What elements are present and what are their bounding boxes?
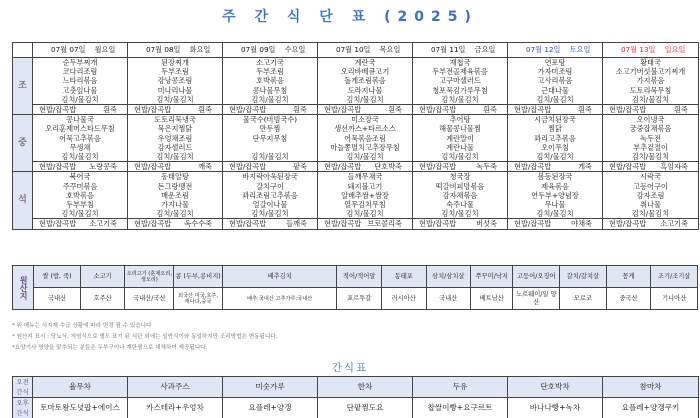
rice-cell: [128, 105, 223, 115]
menu-dish: 동태알탕: [128, 172, 223, 182]
note-line: * 위 메뉴는 식자재 수급 상황에 따라 변경 될 수 있습니다: [12, 323, 152, 329]
menu-dish: 바지락아욱된장국: [223, 172, 318, 182]
day-weekday: 일요일: [664, 45, 686, 55]
menu-dish: 매운조림: [128, 191, 223, 200]
menu-dish: 근대나물: [508, 86, 603, 95]
day-header: [603, 43, 699, 58]
menu-dish: 김치/물김치: [33, 152, 128, 162]
menu-dish: 고등어구이: [603, 182, 699, 191]
snack-pm-label: 오후 간식: [13, 398, 33, 418]
origin-country: 노르웨이/일 양산: [513, 288, 560, 310]
menu-dish: 콩나물무침: [223, 86, 318, 95]
porridge-option: 흰죽: [578, 105, 592, 115]
origin-country: 러시아산: [381, 288, 426, 310]
page-title: 주 간 식 단 표 (2025): [222, 9, 478, 25]
menu-dish: 계란나물: [413, 143, 508, 152]
menu-dish: 김치/물김치: [33, 95, 128, 105]
menu-dish: 마늘쫑멸치고추장무침: [318, 143, 413, 152]
menu-dish: 시금치된장국: [508, 115, 603, 125]
rice-option: 현밥/잡곡밥: [609, 219, 647, 229]
rice-cell: [603, 219, 699, 229]
menu-dish: 추어탕: [413, 115, 508, 125]
porridge-option: 흰죽: [388, 105, 402, 115]
snack-am-item: 사과주스: [128, 377, 223, 398]
day-date: 07월 09일: [241, 45, 276, 55]
porridge-option: 흑임자죽: [660, 162, 688, 172]
day-spacer: [465, 45, 474, 54]
day-weekday: 수요일: [284, 45, 306, 55]
day-spacer: [85, 45, 94, 54]
menu-dish: 김치/물김치: [128, 95, 223, 105]
porridge-option: 버섯죽: [476, 219, 497, 229]
menu-dish: 도라지나물: [318, 86, 413, 95]
rice-cell-inner: [33, 105, 127, 114]
day-spacer: [560, 45, 569, 54]
rice-option: 현밥/잡곡밥: [324, 105, 362, 115]
menu-dish: 계란말이: [413, 134, 508, 143]
snack-pm-item: 요플레+양갱쿠키: [603, 398, 699, 418]
menu-dish: 김치/물김치: [318, 95, 413, 105]
snack-pm-item: 바나나빵+녹차: [508, 398, 603, 418]
menu-dish: 청국장: [413, 172, 508, 182]
menu-dish: 청포묵김가루무침: [413, 86, 508, 95]
menu-dish: 두부부침: [33, 200, 128, 209]
dish-row: [13, 124, 699, 133]
menu-dish: 김치/물김치: [318, 152, 413, 162]
menu-dish: 김치/물김치: [413, 152, 508, 162]
menu-dish: 소고기버섯불고기찌개: [603, 67, 699, 76]
menu-dish: 미나리나물: [128, 86, 223, 95]
day-header: [318, 43, 413, 58]
rice-cell: [33, 105, 128, 115]
rice-cell-inner: [33, 219, 127, 228]
origin-country: 호주산: [80, 288, 125, 310]
rice-option: 현밥/잡곡밥: [39, 219, 77, 229]
menu-dish: 오이냉국: [603, 115, 699, 125]
menu-dish: 단무지무침: [223, 134, 318, 143]
menu-dish: 얼갈이나물: [223, 200, 318, 209]
snack-pm-item: 요플레+양갱: [223, 398, 318, 418]
day-header: [413, 43, 508, 58]
menu-dish: 제육볶음: [508, 182, 603, 191]
porridge-option: 브로콜리죽: [367, 219, 402, 229]
notes: [12, 321, 698, 354]
menu-dish: 김치/물김치: [508, 152, 603, 162]
origin-item: 동태포: [381, 266, 426, 288]
rice-cell-inner: [508, 219, 602, 228]
rice-cell: [33, 162, 128, 172]
porridge-option: 흰죽: [198, 105, 212, 115]
rice-cell-inner: [223, 219, 317, 228]
rice-option: 현밥/잡곡밥: [514, 105, 552, 115]
rice-cell-inner: [603, 162, 698, 171]
rice-option: 현밥/잡곡밥: [514, 219, 552, 229]
porridge-option: 단호박죽: [374, 162, 402, 172]
day-header: [128, 43, 223, 58]
porridge-option: 깨죽: [198, 162, 212, 172]
day-weekday: 토요일: [569, 45, 591, 55]
rice-cell: [318, 105, 413, 115]
rice-cell: [128, 219, 223, 229]
menu-dish: 봄동된장국: [508, 172, 603, 182]
menu-dish: 두부조림: [128, 67, 223, 76]
rice-cell-inner: [318, 105, 412, 114]
menu-dish: 갈치구이: [223, 182, 318, 191]
corner-cell: [13, 43, 33, 58]
origin-values-row: [13, 288, 698, 310]
menu-dish: 김치/물김치: [223, 152, 318, 162]
dish-row: [13, 209, 699, 219]
rice-option: 현밥/잡곡밥: [609, 105, 647, 115]
rice-cell: [33, 219, 128, 229]
menu-dish: 호박볶음: [33, 191, 128, 200]
menu-dish: 미소장국: [318, 115, 413, 125]
origin-item: 콩 (두부,콩비지): [174, 266, 223, 288]
menu-dish: 궁중잡채볶음: [603, 124, 699, 133]
menu-dish: 두부조림: [223, 67, 318, 76]
menu-dish: 가지볶음: [603, 76, 699, 85]
snack-title: 간식표: [331, 362, 369, 374]
menu-dish: 코다리조림: [33, 67, 128, 76]
dish-row: [13, 172, 699, 182]
origin-country: 배추:국내산 고추가루:국내산: [222, 288, 337, 310]
porridge-option: 게죽: [578, 162, 592, 172]
menu-dish: 김치/물김치: [508, 209, 603, 219]
snack-pm-item: 토마토왕도넛팝+에이스: [33, 398, 128, 418]
dish-row: [13, 143, 699, 152]
menu-dish: 북어국: [33, 172, 128, 182]
snack-am-item: 율무차: [33, 377, 128, 398]
rice-option: 현밥/잡곡밥: [419, 219, 457, 229]
rice-cell-inner: [318, 219, 412, 228]
dish-row: [13, 115, 699, 125]
menu-dish: 묵은지찜닭: [128, 124, 223, 133]
porridge-option: 흰죽: [674, 105, 688, 115]
snack-pm-row: [13, 398, 699, 418]
menu-dish: 황태국: [603, 58, 699, 68]
dish-row: [13, 191, 699, 200]
origin-item: 꽁게: [606, 266, 651, 288]
day-spacer: [275, 45, 284, 54]
snack-pm-item: 찹쌀이빵+요구르트: [413, 398, 508, 418]
menu-dish: 소고기국: [223, 58, 318, 68]
rice-cell: [413, 162, 508, 172]
menu-dish: 콩나물국: [33, 115, 128, 125]
snack-am-row: [13, 377, 699, 398]
menu-dish: 김치/물김치: [508, 95, 603, 105]
porridge-option: 소고기죽: [660, 219, 688, 229]
rice-cell: [508, 162, 603, 172]
day-weekday: 금요일: [474, 45, 496, 55]
porridge-option: 야채죽: [571, 219, 592, 229]
rice-cell: [508, 105, 603, 115]
menu-dish: 계란국: [318, 58, 413, 68]
day-spacer: [180, 45, 189, 54]
menu-dish: 고춧잎나물: [33, 86, 128, 95]
rice-option: 현밥/잡곡밥: [134, 162, 172, 172]
menu-dish: 고사리볶음: [508, 76, 603, 85]
origin-country: 모로코: [560, 288, 607, 310]
menu-dish: 김치/물김치: [603, 209, 699, 219]
day-date: 07월 13일: [621, 45, 656, 55]
origin-item: 삼치/삼치살: [426, 266, 471, 288]
origin-item: 조기/조기살: [651, 266, 698, 288]
day-weekday: 화요일: [189, 45, 211, 55]
menu-dish: 느타리볶음: [33, 76, 128, 85]
rice-option: 현밥/잡곡밥: [609, 162, 647, 172]
porridge-option: 흰죽: [103, 105, 117, 115]
rice-cell: [223, 219, 318, 229]
rice-option: 현밥/잡곡밥: [514, 162, 552, 172]
menu-dish: 돈그랑땡전: [128, 182, 223, 191]
note-line: *요양기사 영양을 맞추되는 분들은 두부구이나 계란찜으로 대체하여 제공됩니다.: [12, 345, 208, 351]
menu-dish: 꽈리조림고추볶음: [223, 191, 318, 200]
menu-dish: 오리바베큐고기: [318, 67, 413, 76]
menu-dish: 오이무침: [508, 143, 603, 152]
menu-dish: 무나물: [508, 200, 603, 209]
menu-dish: 찜닭: [508, 124, 603, 133]
rice-cell: [223, 105, 318, 115]
rice-option: 현밥/잡곡밥: [419, 162, 457, 172]
dish-row: [13, 67, 699, 76]
rice-cell-inner: [603, 219, 698, 228]
rice-row: [13, 105, 699, 115]
day-weekday: 월요일: [94, 45, 116, 55]
dish-row: [13, 152, 699, 162]
menu-dish: 김치/물김치: [413, 209, 508, 219]
menu-dish: 김치/물김치: [33, 209, 128, 219]
day-header-row: [13, 43, 699, 58]
rice-row: [13, 219, 699, 229]
day-spacer: [655, 45, 664, 54]
dish-row: [13, 95, 699, 105]
menu-dish: 김치/물김치: [128, 152, 223, 162]
day-date: 07월 11일: [431, 45, 466, 55]
snack-am-label: 오전 간식: [13, 377, 33, 398]
snack-am-item: 단호박차: [508, 377, 603, 398]
origin-country: 중국산: [606, 288, 651, 310]
menu-dish: 연두부+양념장: [508, 191, 603, 200]
day-date: 07월 12일: [526, 45, 561, 55]
origin-country: 외국산 미국,호주, 캐나다,중국: [174, 288, 223, 310]
menu-dish: 오리훈제머스타드무침: [33, 124, 128, 133]
dish-row: [13, 134, 699, 143]
day-spacer: [370, 45, 379, 54]
snack-pm-item: 단팥찜도요: [318, 398, 413, 418]
rice-option: 현밥/잡곡밥: [229, 162, 267, 172]
menu-dish: 무생채: [33, 143, 128, 152]
porridge-option: 흰죽: [483, 105, 497, 115]
rice-option: 현밥/잡곡밥: [39, 162, 77, 172]
origin-items-row: [13, 266, 698, 288]
rice-option: 현밥/잡곡밥: [39, 105, 77, 115]
origin-item: 쌀 (밥, 죽): [34, 266, 81, 288]
menu-dish: 감자채볶음: [413, 191, 508, 200]
day-weekday: 목요일: [379, 45, 401, 55]
menu-dish: 열무김치무침: [318, 200, 413, 209]
rice-cell-inner: [413, 105, 507, 114]
menu-dish: 부추겉절이: [603, 143, 699, 152]
menu-dish: 돌게조림볶음: [318, 76, 413, 85]
menu-dish: 돼지불고기: [318, 182, 413, 191]
origin-item: 갈치/갈치살: [560, 266, 607, 288]
rice-cell-inner: [603, 105, 698, 114]
menu-dish: 도토리묵무침: [603, 86, 699, 95]
origin-item: 고등어/오징어: [513, 266, 560, 288]
rice-option: 현밥/잡곡밥: [229, 219, 267, 229]
menu-dish: 녹두전: [603, 134, 699, 143]
note-line: * 원산지 표시 : 당뇨식, 저염식으로 별도 표기 된 식단 외에는 일반식이와 동일하지만 조리방법은 변동됩니다.: [12, 334, 278, 340]
origin-country: 국내산/국산: [125, 288, 174, 310]
porridge-option: 옥수수죽: [184, 219, 212, 229]
meal-label: 조: [13, 58, 33, 115]
menu-dish: 어묵고추볶음: [33, 134, 128, 143]
menu-dish: 떡갈비피망볶음: [413, 182, 508, 191]
rice-cell-inner: [318, 162, 412, 171]
menu-dish: 김치/물김치: [603, 95, 699, 105]
origin-table: [12, 265, 698, 310]
snack-am-item: 한차: [318, 377, 413, 398]
porridge-option: 흰죽: [293, 105, 307, 115]
menu-dish: 꽈리고추볶음: [508, 134, 603, 143]
menu-dish: 재첩국: [413, 58, 508, 68]
origin-item: 배추김치: [222, 266, 337, 288]
menu-dish: 김치/물김치: [318, 209, 413, 219]
dish-row: [13, 76, 699, 85]
origin-item: 오리고기 (훈제오리,생오리): [125, 266, 174, 288]
menu-dish: 주꾸미볶음: [33, 182, 128, 191]
day-date: 07월 08일: [146, 45, 181, 55]
menu-dish: 해물콩나물찜: [413, 124, 508, 133]
menu-dish: 감자샐러드: [128, 143, 223, 152]
rice-option: 현밥/잡곡밥: [134, 219, 172, 229]
snack-am-item: 두유: [413, 377, 508, 398]
day-date: 07월 07일: [51, 45, 86, 55]
porridge-option: 노랑콩죽: [89, 162, 117, 172]
menu-dish: 두부전골제육볶음: [413, 67, 508, 76]
menu-dish: 순두부찌개: [33, 58, 128, 68]
menu-dish: 김치/물김치: [223, 95, 318, 105]
rice-option: 현밥/잡곡밥: [419, 105, 457, 115]
rice-cell-inner: [413, 219, 507, 228]
rice-cell: [128, 162, 223, 172]
origin-country: 포르투갈: [337, 288, 382, 310]
origin-country: 국내산: [34, 288, 81, 310]
snack-table: [12, 376, 699, 418]
dish-row: [13, 86, 699, 95]
menu-dish: 생선까스+타르소스: [318, 124, 413, 133]
rice-cell: [318, 219, 413, 229]
day-date: 07월 10일: [336, 45, 371, 55]
snack-pm-item: 카스테라+우엉차: [128, 398, 223, 418]
rice-cell: [603, 105, 699, 115]
menu-dish: 숙주나물: [413, 200, 508, 209]
rice-cell: [413, 105, 508, 115]
origin-country: 국내산: [426, 288, 471, 310]
rice-cell: [603, 162, 699, 172]
menu-dish: [223, 143, 318, 152]
rice-cell-inner: [223, 105, 317, 114]
porridge-option: 들깨죽: [286, 219, 307, 229]
rice-cell-inner: [413, 162, 507, 171]
porridge-option: 녹두죽: [476, 162, 497, 172]
menu-dish: 어묵볶음조림: [318, 134, 413, 143]
snack-am-item: 미숫가루: [223, 377, 318, 398]
rice-option: 현밥/잡곡밥: [324, 219, 362, 229]
menu-dish: 들깨무채국: [318, 172, 413, 182]
weekly-menu-table: [12, 42, 699, 230]
menu-dish: 가지나물: [128, 200, 223, 209]
rice-option: 현밥/잡곡밥: [324, 162, 362, 172]
origin-item: 쭈꾸미/낙지: [471, 266, 513, 288]
rice-cell-inner: [508, 162, 602, 171]
menu-dish: 김치/물김치: [128, 209, 223, 219]
menu-dish: 강낭콩조림: [128, 76, 223, 85]
menu-dish: 감자조림: [603, 191, 699, 200]
porridge-option: 소고기죽: [89, 219, 117, 229]
porridge-option: 팥죽: [293, 162, 307, 172]
menu-dish: 김치/물김치: [223, 209, 318, 219]
origin-title: 원산지: [13, 266, 34, 310]
rice-option: 현밥/잡곡밥: [134, 105, 172, 115]
menu-dish: 알배추쌈+쌈장: [318, 191, 413, 200]
menu-dish: 가자미조림: [508, 67, 603, 76]
menu-dish: 물국수(비빔국수): [223, 115, 318, 125]
rice-cell: [318, 162, 413, 172]
menu-dish: 김치/물김치: [603, 152, 699, 162]
rice-cell: [508, 219, 603, 229]
rice-cell-inner: [223, 162, 317, 171]
origin-item: 적어/적어알: [337, 266, 382, 288]
rice-cell-inner: [128, 105, 222, 114]
menu-dish: 고구마샐러드: [413, 76, 508, 85]
day-header: [33, 43, 128, 58]
rice-option: 현밥/잡곡밥: [229, 105, 267, 115]
menu-dish: 된장찌개: [128, 58, 223, 68]
menu-dish: 취나물: [603, 200, 699, 209]
meal-label: 석: [13, 172, 33, 229]
day-header: [223, 43, 318, 58]
origin-country: 베트남산: [471, 288, 513, 310]
origin-country: 기니아산: [651, 288, 698, 310]
menu-dish: 우엉채조림: [128, 134, 223, 143]
meal-label: 중: [13, 115, 33, 172]
menu-dish: 연포탕: [508, 58, 603, 68]
menu-dish: 도토리묵냉국: [128, 115, 223, 125]
rice-cell-inner: [508, 105, 602, 114]
rice-row: [13, 162, 699, 172]
menu-dish: 시락국: [603, 172, 699, 182]
dish-row: [13, 58, 699, 68]
rice-cell: [223, 162, 318, 172]
dish-row: [13, 182, 699, 191]
snack-am-item: 참마차: [603, 377, 699, 398]
rice-cell-inner: [128, 219, 222, 228]
day-header: [508, 43, 603, 58]
dish-row: [13, 200, 699, 209]
rice-cell-inner: [33, 162, 127, 171]
rice-cell-inner: [128, 162, 222, 171]
menu-dish: 만두찜: [223, 124, 318, 133]
origin-item: 소고기: [80, 266, 125, 288]
menu-dish: 호박볶음: [223, 76, 318, 85]
rice-cell: [413, 219, 508, 229]
menu-dish: 김치/물김치: [413, 95, 508, 105]
